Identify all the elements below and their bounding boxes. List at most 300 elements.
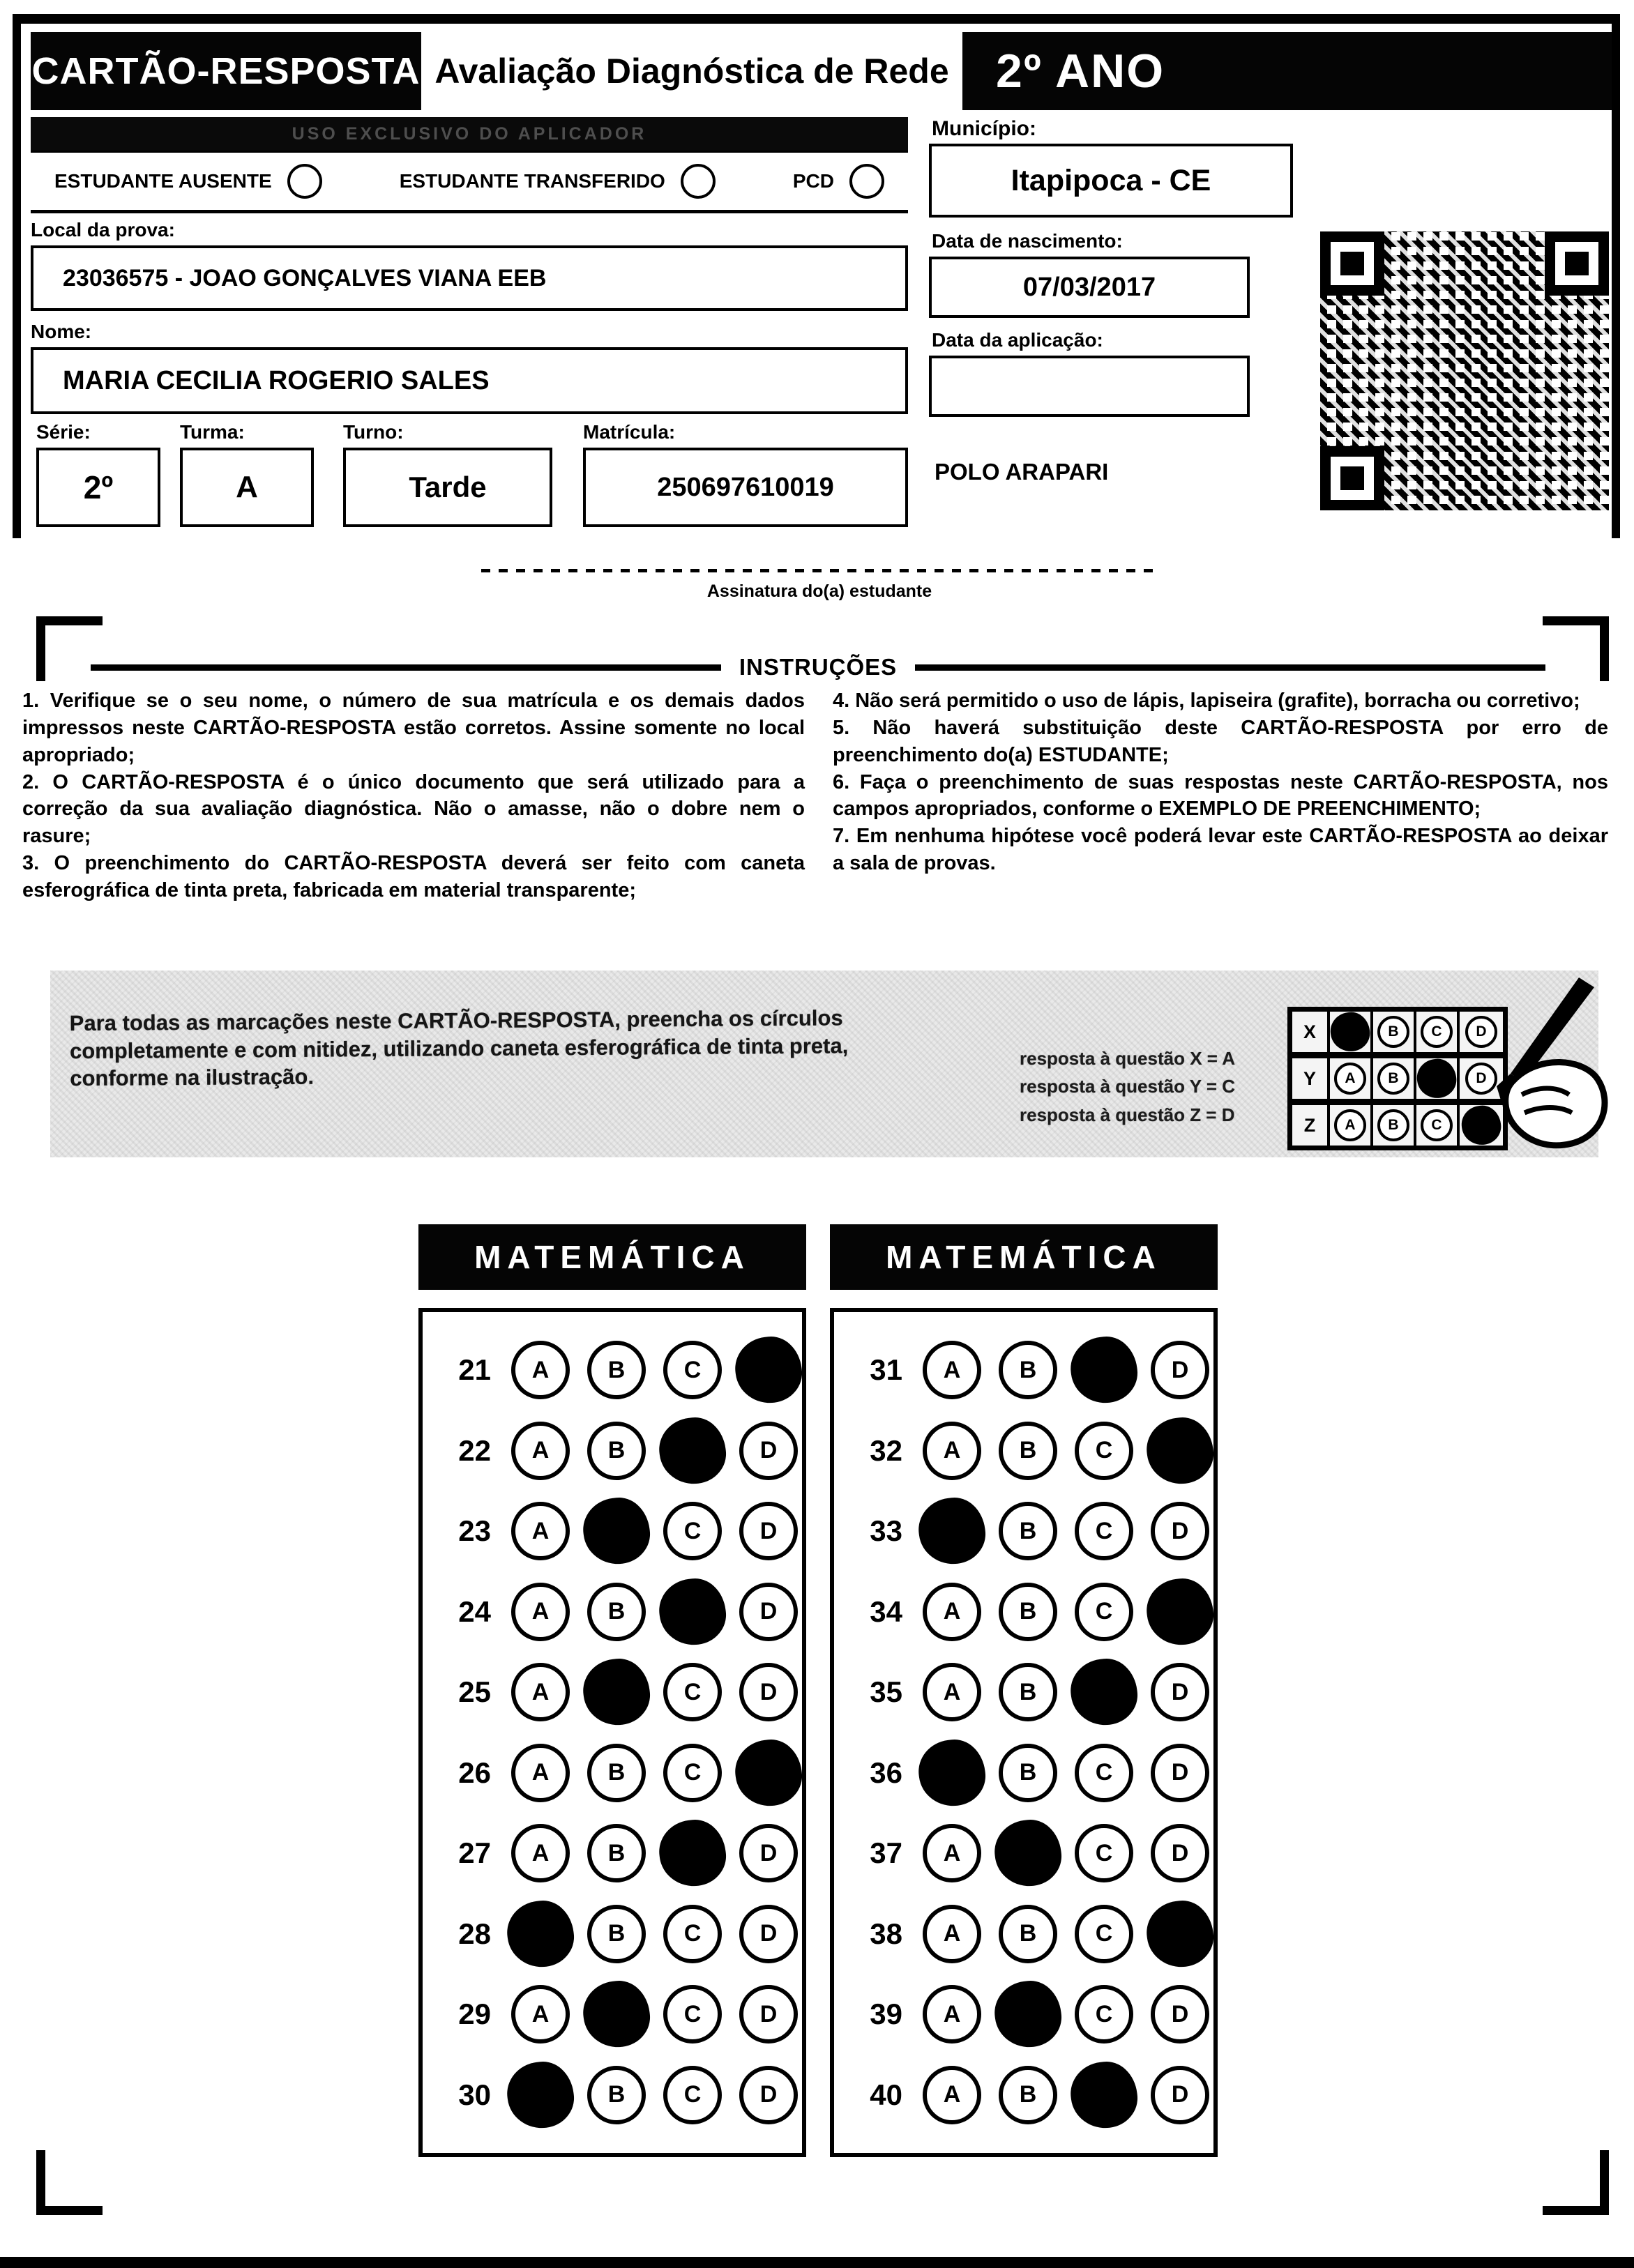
answer-bubble-21-A[interactable] <box>511 1341 570 1399</box>
bubble-letter-A: A <box>531 1437 550 1464</box>
answer-bubble-26-A[interactable] <box>511 1744 570 1802</box>
answer-bubble-40-B[interactable] <box>999 2066 1057 2124</box>
nome-label: Nome: <box>31 321 92 342</box>
answer-bubble-32-C[interactable] <box>1075 1422 1133 1480</box>
answer-row-37 <box>852 1824 1213 1882</box>
example-bubble-X-C[interactable]: C <box>1421 1016 1453 1048</box>
instructions-title: INSTRUÇÕES <box>739 654 898 680</box>
bubble-letter-B: B <box>1019 1759 1037 1786</box>
question-number-25: 25 <box>458 1675 491 1709</box>
answer-bubble-30-B[interactable] <box>587 2066 646 2124</box>
bubble-letter-D: D <box>1171 1839 1189 1866</box>
bubble-letter-A: A <box>531 1356 550 1383</box>
bubble-letter-C: C <box>683 1920 702 1947</box>
answer-row-27 <box>441 1824 802 1882</box>
answer-bubble-39-D[interactable] <box>1151 1985 1209 2044</box>
aplicacao-field <box>929 356 1250 417</box>
frame-top-border <box>13 14 1620 24</box>
question-number-40: 40 <box>870 2078 902 2111</box>
answer-bubble-34-D[interactable] <box>1143 1575 1217 1649</box>
bubble-letter-D <box>1169 1595 1192 1628</box>
question-number-30: 30 <box>458 2078 491 2111</box>
instruction-item: 7. Em nenhuma hipótese você poderá levar este CARTÃO-RESPOSTA ao deixar a sala de provas. <box>833 825 1608 875</box>
answer-bubble-32-D[interactable] <box>1143 1414 1217 1488</box>
answer-row-30 <box>441 2066 802 2124</box>
bubble-letter-D: D <box>759 2081 778 2108</box>
bubble-letter-C: C <box>1095 1517 1113 1544</box>
municipio-field <box>929 144 1293 218</box>
question-number-28: 28 <box>458 1917 491 1950</box>
instruction-item: 4. Não será permitido o uso de lápis, lapiseira (grafite), borracha ou corretivo; <box>833 690 1580 712</box>
question-number-26: 26 <box>458 1756 491 1789</box>
bottom-edge-bar <box>0 2257 1634 2268</box>
answer-bubble-38-D[interactable] <box>1143 1897 1217 1971</box>
answer-bubble-22-C[interactable] <box>656 1414 729 1488</box>
answer-bubble-26-B[interactable] <box>587 1744 646 1802</box>
instruction-item: 2. O CARTÃO-RESPOSTA é o único documento que será utilizado para a correção da sua avaliação diagnóstica. Não o amasse, não o dobre nem o rasure; <box>22 770 805 848</box>
instruction-item: 6. Faça o preenchimento de suas respostas neste CARTÃO-RESPOSTA, nos campos apropriados, conforme o EXEMPLO DE PREENCHIMENTO; <box>833 770 1608 821</box>
answer-bubble-27-A[interactable] <box>511 1824 570 1882</box>
answer-bubble-30-A[interactable] <box>504 2058 577 2132</box>
answer-row-23 <box>441 1502 802 1560</box>
bubble-letter-D: D <box>1171 2081 1189 2108</box>
answer-row-40 <box>852 2066 1213 2124</box>
serie-field <box>36 448 160 527</box>
bubble-letter-D: D <box>1171 1759 1189 1786</box>
answers-block-2 <box>830 1308 1218 2157</box>
qr-finder-top-left <box>1320 231 1384 296</box>
instruction-item: 1. Verifique se o seu nome, o número de sua matrícula e os demais dados impressos neste CARTÃO-RESPOSTA estão corretos. Assine somente no local apropriado; <box>22 690 805 766</box>
signature-label: Assinatura do(a) estudante <box>706 581 932 601</box>
turno-label: Turno: <box>343 421 404 443</box>
bubble-letter-C: C <box>683 1517 702 1544</box>
nascimento-label: Data de nascimento: <box>932 230 1123 252</box>
bubble-letter-D <box>1169 1917 1192 1950</box>
example-bubble-Y-A[interactable]: A <box>1334 1063 1366 1095</box>
answers-title-2: MATEMÁTICA <box>886 1239 1162 1275</box>
answer-bubble-27-D[interactable] <box>739 1824 798 1882</box>
answer-bubble-22-D[interactable] <box>739 1422 798 1480</box>
bubble-letter-C <box>681 1434 704 1467</box>
answer-bubble-31-B[interactable] <box>999 1341 1057 1399</box>
bubble-letter-A: A <box>943 1678 961 1705</box>
answer-row-21 <box>441 1341 802 1399</box>
answer-bubble-33-B[interactable] <box>999 1502 1057 1560</box>
local-prova-label: Local da prova: <box>31 219 175 241</box>
exam-title-banner <box>421 32 962 110</box>
local-prova-field <box>31 245 908 311</box>
bubble-letter-D <box>757 1354 780 1387</box>
example-cell-Z-B <box>1373 1105 1416 1146</box>
applicator-use-bar <box>31 117 908 151</box>
frame-left-border <box>13 14 21 538</box>
card-title: CARTÃO-RESPOSTA <box>31 50 421 92</box>
bubble-letter-D: D <box>1171 1517 1189 1544</box>
answer-bubble-29-D[interactable] <box>739 1985 798 2044</box>
answer-bubble-24-D[interactable] <box>739 1583 798 1641</box>
exam-title: Avaliação Diagnóstica de Rede <box>434 52 949 91</box>
nome-field <box>31 347 908 414</box>
bubble-letter-C: C <box>1095 1920 1113 1947</box>
example-row-label: Y <box>1303 1067 1316 1089</box>
answer-bubble-22-B[interactable] <box>587 1422 646 1480</box>
question-number-29: 29 <box>458 1997 491 2031</box>
bubble-letter-B: B <box>1019 1437 1037 1464</box>
answer-bubble-28-D[interactable] <box>739 1905 798 1963</box>
answer-row-25 <box>441 1663 802 1721</box>
nascimento-value: 07/03/2017 <box>1022 272 1156 302</box>
answer-row-26 <box>441 1744 802 1802</box>
question-number-23: 23 <box>458 1514 491 1548</box>
answer-bubble-40-A[interactable] <box>923 2066 981 2124</box>
bubble-letter-C: C <box>1095 1839 1113 1866</box>
bubble-letter-B: B <box>607 2081 626 2108</box>
answer-row-34 <box>852 1583 1213 1641</box>
answer-bubble-39-B[interactable] <box>991 1977 1065 2051</box>
answers-header-matematica-2 <box>830 1224 1218 1290</box>
bubble-letter-A: A <box>943 2000 961 2027</box>
bubble-letter-C <box>681 1837 704 1870</box>
example-bubble-Z-B[interactable]: B <box>1377 1109 1409 1141</box>
status-circle-0[interactable] <box>287 164 322 199</box>
example-bubble-Z-A[interactable]: A <box>1334 1109 1366 1141</box>
matricula-label: Matrícula: <box>583 421 676 443</box>
question-number-34: 34 <box>870 1595 902 1628</box>
answer-bubble-24-A[interactable] <box>511 1583 570 1641</box>
bubble-letter-A: A <box>531 1678 550 1705</box>
bubble-letter-B: B <box>607 1598 626 1625</box>
example-row-label-cell <box>1292 1058 1330 1099</box>
answer-bubble-28-C[interactable] <box>663 1905 722 1963</box>
instructions-column-left <box>22 687 805 904</box>
question-number-33: 33 <box>870 1514 902 1548</box>
turma-field <box>180 448 314 527</box>
matricula-value: 250697610019 <box>657 472 834 502</box>
bubble-letter-A: A <box>531 1598 550 1625</box>
bubble-letter-C: C <box>683 2000 702 2027</box>
bubble-letter-A: A <box>531 2000 550 2027</box>
answer-bubble-29-B[interactable] <box>580 1977 653 2051</box>
bubble-letter-B: B <box>607 1839 626 1866</box>
answer-row-38 <box>852 1905 1213 1963</box>
bubble-letter-B: B <box>1019 1356 1037 1383</box>
example-legend <box>1020 1044 1235 1129</box>
bubble-letter-B: B <box>607 1759 626 1786</box>
example-bubble-Y-B[interactable]: B <box>1377 1063 1409 1095</box>
answer-bubble-35-B[interactable] <box>999 1663 1057 1721</box>
example-text: Para todas as marcações neste CARTÃO-RESPOSTA, preencha os círculos completamente e com nitidez, utilizando caneta esferográfica de tinta preta, conforme na ilustração. <box>69 1005 849 1091</box>
answer-bubble-23-D[interactable] <box>739 1502 798 1560</box>
example-cell-Y-A <box>1330 1058 1373 1099</box>
example-legend-line-1: resposta à questão Y = C <box>1020 1076 1236 1097</box>
bubble-letter-C: C <box>1095 1437 1113 1464</box>
answer-bubble-21-D[interactable] <box>732 1334 805 1408</box>
bubble-letter-B: B <box>607 1920 626 1947</box>
nome-value: MARIA CECILIA ROGERIO SALES <box>63 365 490 395</box>
answer-bubble-23-A[interactable] <box>511 1502 570 1560</box>
serie-label: Série: <box>36 421 91 443</box>
answer-row-33 <box>852 1502 1213 1560</box>
answer-bubble-40-D[interactable] <box>1151 2066 1209 2124</box>
answer-bubble-33-C[interactable] <box>1075 1502 1133 1560</box>
answer-row-31 <box>852 1341 1213 1399</box>
example-bubble-Z-C[interactable]: C <box>1421 1109 1453 1141</box>
example-bubble-Y-D[interactable]: D <box>1465 1063 1497 1095</box>
bubble-letter-D: D <box>759 1517 778 1544</box>
bubble-letter-D <box>1169 1434 1192 1467</box>
example-cell-Y-B <box>1373 1058 1416 1099</box>
bubble-letter-A <box>941 1756 964 1789</box>
status-circle-1[interactable] <box>681 164 716 199</box>
bubble-letter-A: A <box>531 1839 550 1866</box>
turma-value: A <box>236 470 258 504</box>
local-prova-value: 23036575 - JOAO GONÇALVES VIANA EEB <box>63 264 547 291</box>
instruction-item: 3. O preenchimento do CARTÃO-RESPOSTA deverá ser feito com caneta esferográfica de tinta preta, fabricada em material transparente; <box>22 852 805 902</box>
answer-bubble-36-C[interactable] <box>1075 1744 1133 1802</box>
example-row-label-cell <box>1292 1105 1330 1146</box>
answer-bubble-29-C[interactable] <box>663 1985 722 2044</box>
bubble-letter-B <box>605 1676 628 1709</box>
example-bubble-X-D[interactable]: D <box>1465 1016 1497 1048</box>
example-row-label-cell <box>1292 1012 1330 1052</box>
answer-bubble-39-C[interactable] <box>1075 1985 1133 2044</box>
answer-bubble-24-B[interactable] <box>587 1583 646 1641</box>
bubble-letter-B <box>605 1515 628 1548</box>
question-number-24: 24 <box>458 1595 491 1628</box>
answer-bubble-35-D[interactable] <box>1151 1663 1209 1721</box>
instructions-rule-right <box>915 664 1545 671</box>
bubble-letter-B: B <box>1019 2081 1037 2108</box>
answer-bubble-33-D[interactable] <box>1151 1502 1209 1560</box>
aplicacao-label: Data da aplicação: <box>932 329 1103 351</box>
question-number-37: 37 <box>870 1836 902 1870</box>
answers-title-1: MATEMÁTICA <box>474 1239 750 1275</box>
answer-bubble-23-C[interactable] <box>663 1502 722 1560</box>
bubble-letter-D: D <box>759 2000 778 2027</box>
status-label-1: ESTUDANTE TRANSFERIDO <box>399 170 665 192</box>
example-row-label: X <box>1303 1021 1316 1042</box>
bubble-letter-C: C <box>683 1356 702 1383</box>
bubble-letter-B: B <box>1019 1598 1037 1625</box>
bubble-letter-A: A <box>531 1517 550 1544</box>
bubble-letter-A: A <box>943 1839 961 1866</box>
question-number-36: 36 <box>870 1756 902 1789</box>
answer-bubble-37-D[interactable] <box>1151 1824 1209 1882</box>
status-circle-2[interactable] <box>849 164 884 199</box>
answer-bubble-29-A[interactable] <box>511 1985 570 2044</box>
instructions-rule-left <box>91 664 721 671</box>
answer-bubble-23-B[interactable] <box>580 1494 653 1568</box>
bubble-letter-B <box>1017 1998 1040 2031</box>
bubble-letter-A: A <box>943 1920 961 1947</box>
example-bubble-Y-C[interactable] <box>1414 1056 1458 1100</box>
answer-bubble-25-B[interactable] <box>580 1655 653 1729</box>
answer-row-28 <box>441 1905 802 1963</box>
answer-bubble-21-B[interactable] <box>587 1341 646 1399</box>
status-item-1 <box>400 164 716 199</box>
serie-value: 2º <box>83 469 114 505</box>
question-number-22: 22 <box>458 1433 491 1467</box>
municipio-value: Itapipoca - CE <box>1011 163 1211 197</box>
status-label-2: PCD <box>792 170 834 192</box>
bubble-letter-C: C <box>1095 1759 1113 1786</box>
bubble-letter-D: D <box>759 1920 778 1947</box>
example-cell-Y-C <box>1416 1058 1460 1099</box>
answer-bubble-31-D[interactable] <box>1151 1341 1209 1399</box>
answer-bubble-27-B[interactable] <box>587 1824 646 1882</box>
answer-bubble-25-A[interactable] <box>511 1663 570 1721</box>
grade-banner <box>962 32 1612 110</box>
answer-row-36 <box>852 1744 1213 1802</box>
status-label-0: ESTUDANTE AUSENTE <box>54 170 272 192</box>
bubble-letter-B: B <box>1019 1678 1037 1705</box>
answer-bubble-28-A[interactable] <box>504 1897 577 1971</box>
qr-finder-bottom-left <box>1320 446 1384 510</box>
answer-bubble-25-D[interactable] <box>739 1663 798 1721</box>
card-title-banner <box>31 32 421 110</box>
bubble-letter-C <box>1093 2078 1116 2111</box>
matricula-field <box>583 448 908 527</box>
bubble-letter-A: A <box>943 1437 961 1464</box>
bubble-letter-C: C <box>1095 2000 1113 2027</box>
answer-bubble-31-A[interactable] <box>923 1341 981 1399</box>
bubble-letter-B: B <box>607 1356 626 1383</box>
bubble-letter-A <box>529 1917 552 1950</box>
answer-bubble-35-C[interactable] <box>1067 1655 1141 1729</box>
answer-bubble-37-C[interactable] <box>1075 1824 1133 1882</box>
answer-bubble-38-C[interactable] <box>1075 1905 1133 1963</box>
answer-bubble-27-C[interactable] <box>656 1816 729 1890</box>
question-number-32: 32 <box>870 1433 902 1467</box>
answer-bubble-26-D[interactable] <box>732 1736 805 1810</box>
answer-bubble-36-A[interactable] <box>915 1736 989 1810</box>
question-number-35: 35 <box>870 1675 902 1709</box>
bubble-letter-A: A <box>531 1759 550 1786</box>
answer-bubble-34-C[interactable] <box>1075 1583 1133 1641</box>
answer-bubble-40-C[interactable] <box>1067 2058 1141 2132</box>
answer-bubble-22-A[interactable] <box>511 1422 570 1480</box>
qr-finder-top-right <box>1545 231 1609 296</box>
status-row <box>31 151 908 213</box>
bubble-letter-A <box>941 1515 964 1548</box>
bubble-letter-D: D <box>759 1437 778 1464</box>
bubble-letter-B <box>605 1998 628 2031</box>
bubble-letter-C: C <box>1095 1598 1113 1625</box>
answer-bubble-24-C[interactable] <box>656 1575 729 1649</box>
bubble-letter-A: A <box>943 2081 961 2108</box>
applicator-use-label: USO EXCLUSIVO DO APLICADOR <box>292 123 647 144</box>
example-bubble-X-A[interactable] <box>1328 1010 1372 1053</box>
answer-bubble-28-B[interactable] <box>587 1905 646 1963</box>
nascimento-field <box>929 257 1250 318</box>
corner-mark-bottom-right <box>1543 2150 1609 2215</box>
status-item-2 <box>793 164 884 199</box>
answer-bubble-38-A[interactable] <box>923 1905 981 1963</box>
answer-bubble-31-C[interactable] <box>1067 1334 1141 1408</box>
corner-mark-top-right <box>1543 616 1609 681</box>
frame-right-border <box>1612 14 1620 538</box>
answer-bubble-36-D[interactable] <box>1151 1744 1209 1802</box>
bubble-letter-B: B <box>1019 1920 1037 1947</box>
example-cell-Z-C <box>1416 1105 1460 1146</box>
corner-mark-bottom-left <box>36 2150 103 2215</box>
bubble-letter-B: B <box>1019 1517 1037 1544</box>
answer-bubble-37-B[interactable] <box>991 1816 1065 1890</box>
example-legend-line-2: resposta à questão Z = D <box>1020 1104 1235 1125</box>
bubble-letter-D: D <box>759 1678 778 1705</box>
answers-block-1 <box>418 1308 806 2157</box>
answer-bubble-34-B[interactable] <box>999 1583 1057 1641</box>
instructions-header <box>91 654 1545 680</box>
bubble-letter-C <box>681 1595 704 1628</box>
hand-pen-illustration <box>1455 976 1615 1157</box>
answer-row-29 <box>441 1985 802 2044</box>
question-number-38: 38 <box>870 1917 902 1950</box>
bubble-letter-D: D <box>759 1598 778 1625</box>
answer-bubble-34-A[interactable] <box>923 1583 981 1641</box>
turma-label: Turma: <box>180 421 245 443</box>
bubble-letter-D: D <box>1171 1356 1189 1383</box>
bubble-letter-C: C <box>683 2081 702 2108</box>
turno-value: Tarde <box>409 471 487 503</box>
example-bubble-X-B[interactable]: B <box>1377 1016 1409 1048</box>
answer-row-22 <box>441 1422 802 1480</box>
answer-bubble-25-C[interactable] <box>663 1663 722 1721</box>
answer-row-32 <box>852 1422 1213 1480</box>
answer-bubble-35-A[interactable] <box>923 1663 981 1721</box>
answer-bubble-32-A[interactable] <box>923 1422 981 1480</box>
answer-bubble-33-A[interactable] <box>915 1494 989 1568</box>
bubble-letter-C: C <box>683 1759 702 1786</box>
signature-line <box>481 569 1158 572</box>
answers-header-matematica-1 <box>418 1224 806 1290</box>
status-item-0 <box>54 164 322 199</box>
example-cell-X-C <box>1416 1012 1460 1052</box>
example-row-label: Z <box>1303 1114 1316 1136</box>
answer-row-39 <box>852 1985 1213 2044</box>
bubble-letter-B <box>1017 1837 1040 1870</box>
bubble-letter-C <box>1093 1354 1116 1387</box>
answer-bubble-32-B[interactable] <box>999 1422 1057 1480</box>
example-cell-X-B <box>1373 1012 1416 1052</box>
answer-bubble-30-C[interactable] <box>663 2066 722 2124</box>
answer-row-35 <box>852 1663 1213 1721</box>
turno-field <box>343 448 552 527</box>
example-cell-X-A <box>1330 1012 1373 1052</box>
answer-bubble-21-C[interactable] <box>663 1341 722 1399</box>
bubble-letter-C: C <box>683 1678 702 1705</box>
example-cell-Z-A <box>1330 1105 1373 1146</box>
answer-bubble-30-D[interactable] <box>739 2066 798 2124</box>
answer-bubble-39-A[interactable] <box>923 1985 981 2044</box>
answer-bubble-36-B[interactable] <box>999 1744 1057 1802</box>
question-number-31: 31 <box>870 1353 902 1387</box>
bubble-letter-D: D <box>1171 2000 1189 2027</box>
answer-bubble-37-A[interactable] <box>923 1824 981 1882</box>
instruction-item: 5. Não haverá substituição deste CARTÃO-RESPOSTA por erro de preenchimento do(a) ESTUDANTE; <box>833 716 1608 766</box>
bubble-letter-A: A <box>943 1598 961 1625</box>
answer-bubble-38-B[interactable] <box>999 1905 1057 1963</box>
bubble-letter-D: D <box>1171 1678 1189 1705</box>
grade-label: 2º ANO <box>996 45 1165 98</box>
bubble-letter-D: D <box>759 1839 778 1866</box>
answer-row-24 <box>441 1583 802 1641</box>
question-number-39: 39 <box>870 1997 902 2031</box>
answer-bubble-26-C[interactable] <box>663 1744 722 1802</box>
bubble-letter-A: A <box>943 1356 961 1383</box>
qr-code <box>1320 231 1609 510</box>
bubble-letter-C <box>1093 1676 1116 1709</box>
